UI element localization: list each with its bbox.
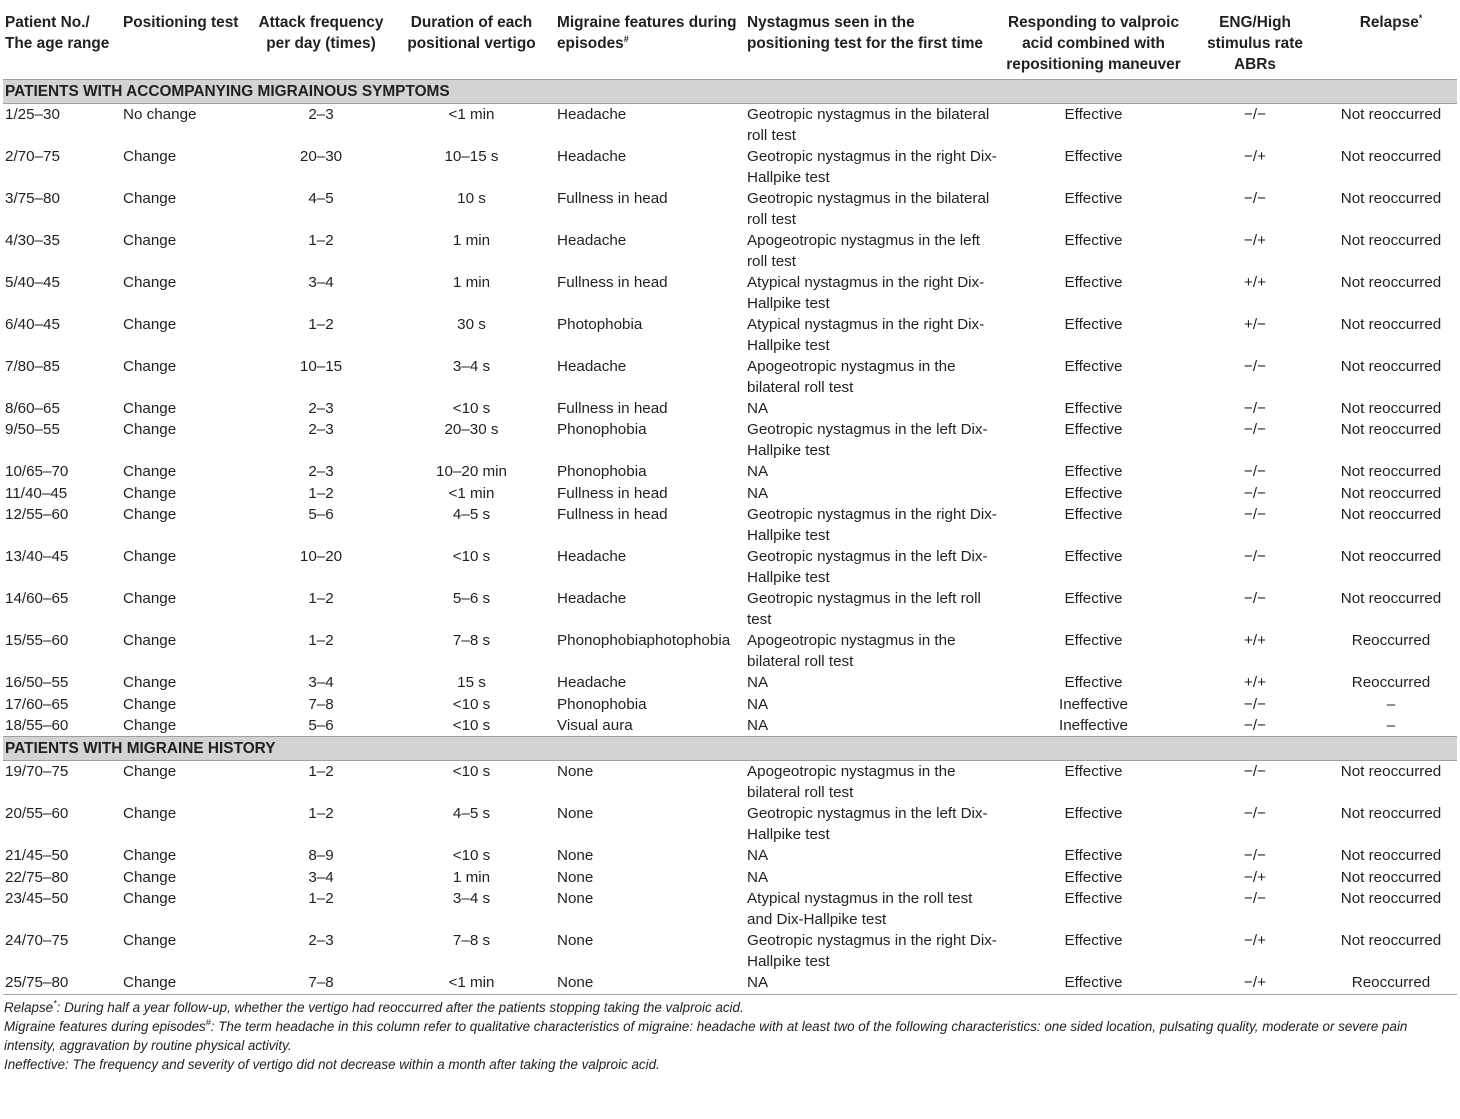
header-patient-no: Patient No./ The age range <box>3 4 121 80</box>
nystagmus-cell: NA <box>747 716 769 734</box>
nystagmus-cell: Apogeotropic nystagmus in the left roll test <box>747 232 981 270</box>
patient-table <box>3 4 1457 995</box>
relapse-cell: Not reoccurred <box>1340 190 1442 207</box>
table-row <box>3 972 1457 994</box>
response-cell: Effective <box>1064 805 1123 823</box>
frequency-cell: 7–8 <box>308 695 334 713</box>
eng-abrs-cell: −/− <box>1244 106 1266 123</box>
response-cell: Effective <box>1000 972 1185 994</box>
relapse-cell: Not reoccurred <box>1340 232 1442 249</box>
table-row <box>3 888 1457 930</box>
footnote-ineffective: Ineffective: The frequency and severity of vertigo did not decrease within a month after taking the valproic acid. <box>4 1057 660 1073</box>
frequency-cell: 1–2 <box>308 590 334 608</box>
header-attack-frequency: Attack frequency per day (times) <box>254 4 386 80</box>
positioning-cell: Change <box>123 421 177 439</box>
frequency-cell: 7–8 <box>254 972 386 994</box>
header-migraine-label: Migraine features during episodes <box>557 14 737 52</box>
response-cell: Effective <box>1064 358 1123 375</box>
patient-cell: 22/75–80 <box>5 868 69 886</box>
response-cell: Effective <box>1064 484 1123 502</box>
migraine-cell: Headache <box>557 590 627 608</box>
duration-cell: <1 min <box>448 484 495 502</box>
table-row <box>3 398 1457 419</box>
duration-cell: 10 s <box>457 190 486 207</box>
migraine-cell: Fullness in head <box>557 400 668 417</box>
relapse-cell: – <box>1386 716 1396 734</box>
response-cell: Effective <box>1064 148 1123 165</box>
relapse-cell: Not reoccurred <box>1340 590 1442 608</box>
nystagmus-cell: Geotropic nystagmus in the left Dix-Hallpike test <box>747 421 988 460</box>
nystagmus-cell: NA <box>747 868 769 886</box>
migraine-cell: Headache <box>557 106 627 123</box>
positioning-cell: No change <box>123 106 197 123</box>
duration-cell: <10 s <box>452 716 491 734</box>
frequency-cell: 2–3 <box>308 463 334 481</box>
response-cell: Effective <box>1064 674 1123 692</box>
response-cell: Effective <box>1064 763 1123 781</box>
migraine-cell: None <box>557 932 594 950</box>
positioning-cell: Change <box>123 932 177 950</box>
relapse-cell: Not reoccurred <box>1340 548 1442 566</box>
response-cell: Effective <box>1064 548 1123 566</box>
table-row <box>3 483 1457 504</box>
migraine-cell: Headache <box>557 674 627 692</box>
header-migraine-mark: # <box>623 33 629 44</box>
migraine-cell: Fullness in head <box>557 190 668 207</box>
relapse-cell: Reoccurred <box>1351 632 1431 650</box>
nystagmus-cell: NA <box>747 695 769 713</box>
relapse-cell: Not reoccurred <box>1340 421 1442 439</box>
patient-cell: 4/30–35 <box>5 232 60 249</box>
response-cell: Ineffective <box>1059 716 1128 734</box>
header-row <box>3 4 1457 80</box>
migraine-cell: None <box>555 972 745 994</box>
positioning-cell: Change <box>123 463 177 481</box>
response-cell: Effective <box>1064 632 1123 650</box>
patient-cell: 7/80–85 <box>5 358 60 375</box>
table-row <box>3 461 1457 482</box>
patient-cell: 18/55–60 <box>5 716 69 734</box>
response-cell: Effective <box>1064 232 1123 249</box>
positioning-cell: Change <box>123 695 177 713</box>
nystagmus-cell: Geotropic nystagmus in the left roll test <box>747 590 981 629</box>
frequency-cell: 10–15 <box>299 358 343 375</box>
nystagmus-cell: Geotropic nystagmus in the right Dix-Hallpike test <box>747 148 997 186</box>
eng-abrs-cell: −/− <box>1244 847 1266 865</box>
footnote-relapse-text: : During half a year follow-up, whether the vertigo had reoccurred after the patients stopping taking the valproic acid. <box>56 999 744 1015</box>
nystagmus-cell: Geotropic nystagmus in the right Dix-Hallpike test <box>747 932 997 971</box>
patient-cell: 9/50–55 <box>5 421 60 439</box>
patient-cell: 3/75–80 <box>5 190 60 207</box>
table-row <box>3 314 1457 356</box>
migraine-cell: Fullness in head <box>557 506 668 524</box>
relapse-cell: Not reoccurred <box>1340 890 1442 908</box>
positioning-cell: Change <box>121 972 254 994</box>
patient-cell: 13/40–45 <box>5 548 69 566</box>
duration-cell: 20–30 s <box>444 421 499 439</box>
response-cell: Ineffective <box>1059 695 1128 713</box>
section-title: PATIENTS WITH MIGRAINE HISTORY <box>3 737 1457 761</box>
relapse-cell: Not reoccurred <box>1340 805 1442 823</box>
relapse-cell: Reoccurred <box>1323 972 1457 994</box>
nystagmus-cell: Geotropic nystagmus in the right Dix-Hallpike test <box>747 506 997 545</box>
response-cell: Effective <box>1064 463 1123 481</box>
relapse-cell: Not reoccurred <box>1340 148 1442 165</box>
frequency-cell: 1–2 <box>308 632 334 650</box>
frequency-cell: 2–3 <box>308 421 334 439</box>
patient-cell: 19/70–75 <box>5 763 69 781</box>
patient-cell: 23/45–50 <box>5 890 69 908</box>
positioning-cell: Change <box>123 548 177 566</box>
duration-cell: 7–8 s <box>452 932 491 950</box>
patient-cell: 6/40–45 <box>5 316 60 333</box>
eng-abrs-cell: −/+ <box>1185 972 1323 994</box>
migraine-cell: Headache <box>557 148 627 165</box>
migraine-cell: None <box>557 805 594 823</box>
positioning-cell: Change <box>123 316 177 333</box>
relapse-cell: – <box>1386 695 1396 713</box>
patient-cell: 16/50–55 <box>5 674 69 692</box>
nystagmus-cell: Apogeotropic nystagmus in the bilateral roll test <box>747 632 956 671</box>
eng-abrs-cell: −/− <box>1244 548 1266 566</box>
migraine-cell: Headache <box>557 548 627 566</box>
migraine-cell: Photophobia <box>557 316 643 333</box>
migraine-cell: Phonophobia <box>557 421 647 439</box>
migraine-cell: Phonophobiaphotophobia <box>557 632 731 650</box>
frequency-cell: 1–2 <box>308 890 334 908</box>
duration-cell: 1 min <box>452 868 491 886</box>
relapse-cell: Not reoccurred <box>1340 868 1442 886</box>
nystagmus-cell: Apogeotropic nystagmus in the bilateral roll test <box>747 358 956 396</box>
eng-abrs-cell: −/− <box>1244 400 1266 417</box>
migraine-cell: Visual aura <box>557 716 633 734</box>
table-row <box>3 504 1457 546</box>
table-row <box>3 104 1457 147</box>
patient-cell: 25/75–80 <box>3 972 121 994</box>
eng-abrs-cell: −/+ <box>1244 148 1266 165</box>
positioning-cell: Change <box>123 890 177 908</box>
table-row <box>3 630 1457 672</box>
migraine-cell: Headache <box>557 232 627 249</box>
positioning-cell: Change <box>123 674 177 692</box>
table-row <box>3 803 1457 845</box>
duration-cell: 4–5 s <box>452 506 491 524</box>
footnote-relapse <box>3 998 1457 1017</box>
positioning-cell: Change <box>123 590 177 608</box>
duration-cell: 15 s <box>457 674 486 692</box>
nystagmus-cell: NA <box>747 400 769 417</box>
duration-cell: <10 s <box>452 548 491 566</box>
positioning-cell: Change <box>123 868 177 886</box>
patient-cell: 20/55–60 <box>5 805 69 823</box>
patient-cell: 11/40–45 <box>5 484 68 502</box>
duration-cell: 10–15 s <box>444 148 499 165</box>
patient-cell: 14/60–65 <box>5 590 69 608</box>
table-row <box>3 761 1457 804</box>
nystagmus-cell: Atypical nystagmus in the right Dix-Hallpike test <box>747 274 985 312</box>
footnote-migraine <box>3 1017 1457 1056</box>
migraine-cell: Fullness in head <box>557 484 668 502</box>
eng-abrs-cell: −/+ <box>1244 232 1266 249</box>
header-nystagmus: Nystagmus seen in the positioning test for the first time <box>745 4 1000 80</box>
table-row <box>3 230 1457 272</box>
duration-cell: 4–5 s <box>452 805 491 823</box>
relapse-cell: Not reoccurred <box>1340 932 1442 950</box>
patient-cell: 2/70–75 <box>5 148 60 165</box>
positioning-cell: Change <box>123 400 177 417</box>
eng-abrs-cell: −/− <box>1244 716 1266 734</box>
frequency-cell: 3–4 <box>308 674 334 692</box>
header-positioning-test: Positioning test <box>121 4 254 80</box>
response-cell: Effective <box>1064 316 1123 333</box>
frequency-cell: 10–20 <box>299 548 343 566</box>
response-cell: Effective <box>1064 932 1123 950</box>
response-cell: Effective <box>1064 847 1123 865</box>
eng-abrs-cell: −/− <box>1244 484 1266 502</box>
response-cell: Effective <box>1064 890 1123 908</box>
duration-cell: 10–20 min <box>436 463 507 481</box>
header-relapse <box>1323 4 1457 80</box>
response-cell: Effective <box>1064 190 1123 207</box>
migraine-cell: Phonophobia <box>557 695 647 713</box>
table-row <box>3 588 1457 630</box>
nystagmus-cell: NA <box>747 674 769 692</box>
frequency-cell: 2–3 <box>308 400 334 417</box>
migraine-cell: Fullness in head <box>557 274 668 291</box>
patient-cell: 1/25–30 <box>5 106 60 123</box>
frequency-cell: 2–3 <box>308 106 334 123</box>
patient-cell: 24/70–75 <box>5 932 69 950</box>
header-eng-abrs: ENG/High stimulus rate ABRs <box>1185 4 1323 80</box>
duration-cell: 5–6 s <box>452 590 491 608</box>
nystagmus-cell: Atypical nystagmus in the right Dix-Hallpike test <box>747 316 985 354</box>
eng-abrs-cell: −/− <box>1244 695 1266 713</box>
patient-cell: 10/65–70 <box>5 463 69 481</box>
relapse-cell: Not reoccurred <box>1340 358 1442 375</box>
table-row <box>3 867 1457 888</box>
response-cell: Effective <box>1064 106 1123 123</box>
footnote-relapse-mark: * <box>53 998 57 1009</box>
table-row <box>3 419 1457 461</box>
migraine-cell: Headache <box>557 358 627 375</box>
relapse-cell: Not reoccurred <box>1340 847 1442 865</box>
nystagmus-cell: Geotropic nystagmus in the left Dix-Hallpike test <box>747 548 988 587</box>
duration-cell: <10 s <box>452 695 491 713</box>
eng-abrs-cell: −/− <box>1244 763 1266 781</box>
table-footnotes <box>3 998 1457 1075</box>
section-header-row <box>3 737 1457 761</box>
eng-abrs-cell: −/+ <box>1244 932 1266 950</box>
frequency-cell: 3–4 <box>308 274 334 291</box>
section-header-row <box>3 80 1457 104</box>
footnote-migraine-mark: # <box>205 1017 211 1028</box>
eng-abrs-cell: −/− <box>1244 590 1266 608</box>
positioning-cell: Change <box>123 358 177 375</box>
nystagmus-cell: Geotropic nystagmus in the bilateral roll test <box>747 106 990 144</box>
section-title: PATIENTS WITH ACCOMPANYING MIGRAINOUS SYMPTOMS <box>3 80 1457 104</box>
migraine-cell: None <box>557 890 594 908</box>
positioning-cell: Change <box>123 716 177 734</box>
positioning-cell: Change <box>123 763 177 781</box>
duration-cell: 1 min <box>452 232 491 249</box>
patient-cell: 21/45–50 <box>5 847 69 865</box>
duration-cell: 3–4 s <box>452 890 491 908</box>
eng-abrs-cell: −/+ <box>1244 868 1266 886</box>
footnote-relapse-label: Relapse <box>4 999 54 1015</box>
eng-abrs-cell: −/− <box>1244 190 1266 207</box>
eng-abrs-cell: −/− <box>1244 421 1266 439</box>
nystagmus-cell: Geotropic nystagmus in the left Dix-Hallpike test <box>747 805 988 844</box>
eng-abrs-cell: −/− <box>1244 463 1266 481</box>
table-body <box>3 80 1457 995</box>
table-row <box>3 930 1457 972</box>
positioning-cell: Change <box>123 484 177 502</box>
relapse-cell: Not reoccurred <box>1340 106 1442 123</box>
migraine-cell: None <box>557 868 594 886</box>
positioning-cell: Change <box>123 506 177 524</box>
frequency-cell: 20–30 <box>299 148 343 165</box>
table-row <box>3 694 1457 715</box>
nystagmus-cell: NA <box>747 463 769 481</box>
footnote-migraine-text: : The term headache in this column refer to qualitative characteristics of migraine: headache with at least two of the following characteristics: one sided location, pulsating quality, moderate or severe pain intensity, aggravation by routine physical activity. <box>4 1018 1408 1054</box>
frequency-cell: 1–2 <box>308 316 334 333</box>
duration-cell: 7–8 s <box>452 632 491 650</box>
positioning-cell: Change <box>123 805 177 823</box>
frequency-cell: 1–2 <box>308 805 334 823</box>
table-row <box>3 188 1457 230</box>
eng-abrs-cell: +/+ <box>1244 632 1266 650</box>
relapse-cell: Not reoccurred <box>1340 400 1442 417</box>
eng-abrs-cell: +/− <box>1244 316 1266 333</box>
relapse-cell: Not reoccurred <box>1340 463 1442 481</box>
relapse-cell: Not reoccurred <box>1340 763 1442 781</box>
positioning-cell: Change <box>123 274 177 291</box>
response-cell: Effective <box>1064 506 1123 524</box>
positioning-cell: Change <box>123 232 177 249</box>
positioning-cell: Change <box>123 148 177 165</box>
nystagmus-cell: Atypical nystagmus in the roll test and Dix-Hallpike test <box>747 890 973 929</box>
eng-abrs-cell: −/− <box>1244 358 1266 375</box>
duration-cell: 1 min <box>452 274 491 291</box>
patient-cell: 8/60–65 <box>5 400 60 417</box>
duration-cell: <10 s <box>452 763 491 781</box>
table-row <box>3 356 1457 398</box>
migraine-cell: None <box>557 847 594 865</box>
nystagmus-cell: Geotropic nystagmus in the bilateral roll test <box>747 190 990 228</box>
migraine-cell: None <box>557 763 594 781</box>
nystagmus-cell: Apogeotropic nystagmus in the bilateral roll test <box>747 763 956 802</box>
response-cell: Effective <box>1064 421 1123 439</box>
frequency-cell: 3–4 <box>308 868 334 886</box>
response-cell: Effective <box>1064 274 1123 291</box>
frequency-cell: 1–2 <box>308 763 334 781</box>
relapse-cell: Not reoccurred <box>1340 316 1442 333</box>
relapse-cell: Not reoccurred <box>1340 506 1442 524</box>
eng-abrs-cell: −/− <box>1244 506 1266 524</box>
positioning-cell: Change <box>123 190 177 207</box>
nystagmus-cell: NA <box>747 484 769 502</box>
patient-cell: 17/60–65 <box>5 695 69 713</box>
frequency-cell: 4–5 <box>308 190 334 207</box>
patient-cell: 15/55–60 <box>5 632 69 650</box>
table-row <box>3 672 1457 693</box>
frequency-cell: 1–2 <box>308 484 334 502</box>
frequency-cell: 2–3 <box>308 932 334 950</box>
response-cell: Effective <box>1064 400 1123 417</box>
duration-cell: <1 min <box>448 106 495 123</box>
relapse-cell: Reoccurred <box>1351 674 1431 692</box>
positioning-cell: Change <box>123 847 177 865</box>
header-relapse-mark: * <box>1418 12 1423 23</box>
table-row <box>3 715 1457 737</box>
duration-cell: <10 s <box>452 400 491 417</box>
relapse-cell: Not reoccurred <box>1340 274 1442 291</box>
footnote-migraine-label: Migraine features during episodes <box>4 1018 206 1034</box>
duration-cell: <1 min <box>386 972 555 994</box>
table-row <box>3 146 1457 188</box>
header-responding: Responding to valproic acid combined with repositioning maneuver <box>1000 4 1185 80</box>
table-row <box>3 546 1457 588</box>
duration-cell: <10 s <box>452 847 491 865</box>
positioning-cell: Change <box>123 632 177 650</box>
header-duration: Duration of each positional vertigo <box>386 4 555 80</box>
duration-cell: 30 s <box>457 316 486 333</box>
patient-cell: 5/40–45 <box>5 274 60 291</box>
frequency-cell: 8–9 <box>308 847 334 865</box>
relapse-cell: Not reoccurred <box>1340 484 1442 502</box>
eng-abrs-cell: +/+ <box>1244 674 1266 692</box>
eng-abrs-cell: +/+ <box>1244 274 1266 291</box>
table-row <box>3 272 1457 314</box>
response-cell: Effective <box>1064 868 1123 886</box>
migraine-cell: Phonophobia <box>557 463 647 481</box>
header-relapse-label: Relapse <box>1359 14 1419 31</box>
nystagmus-cell: NA <box>747 847 769 865</box>
eng-abrs-cell: −/− <box>1244 890 1266 908</box>
nystagmus-cell: NA <box>745 972 1000 994</box>
table-row <box>3 845 1457 866</box>
frequency-cell: 5–6 <box>308 716 334 734</box>
frequency-cell: 1–2 <box>308 232 334 249</box>
patient-cell: 12/55–60 <box>5 506 69 524</box>
duration-cell: 3–4 s <box>452 358 491 375</box>
frequency-cell: 5–6 <box>308 506 334 524</box>
response-cell: Effective <box>1064 590 1123 608</box>
eng-abrs-cell: −/− <box>1244 805 1266 823</box>
header-migraine-features <box>555 4 745 80</box>
table-header <box>3 4 1457 80</box>
